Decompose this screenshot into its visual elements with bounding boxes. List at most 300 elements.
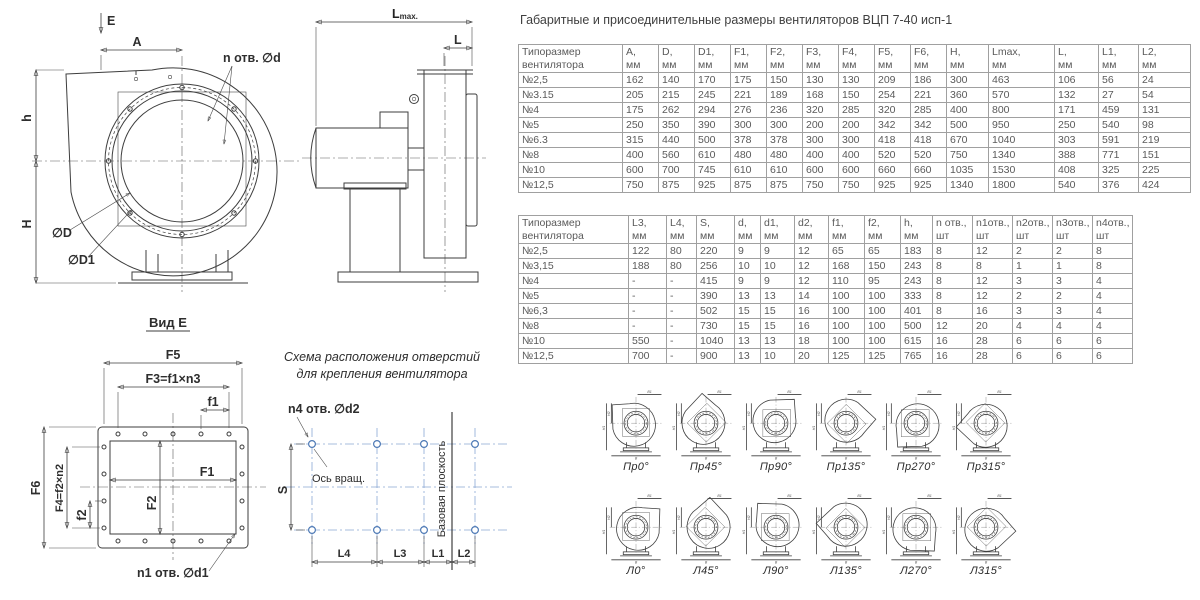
fan-orientation-diagram [951,490,1021,566]
value-cell: 250 [1055,118,1099,133]
table-row [519,349,1133,364]
value-cell: 12 [973,274,1013,289]
table-row [519,304,1133,319]
svg-text:H1: H1 [951,529,956,535]
dim-f3-label: F3=f1×n3 [145,372,201,386]
header-cell: L1, мм [1099,45,1139,73]
value-cell: 591 [1099,133,1139,148]
orientation-label: Л315° [970,565,1002,577]
svg-text:B1: B1 [857,493,862,498]
fan-orientation [671,386,741,473]
row-name-cell: №3.15 [519,88,623,103]
value-cell: 480 [731,148,767,163]
value-cell: 150 [865,259,901,274]
svg-text:B1: B1 [787,493,792,498]
orientation-label: Л90° [763,565,789,577]
svg-text:B1: B1 [927,389,932,394]
value-cell: 480 [767,148,803,163]
value-cell: 262 [659,103,695,118]
view-e-title: Вид Е [149,315,187,330]
value-cell: 150 [767,73,803,88]
header-cell: n отв., шт [933,216,973,244]
value-cell: 132 [1055,88,1099,103]
header-cell: F3, мм [803,45,839,73]
value-cell: 745 [695,163,731,178]
orientation-row-left-rotation [601,490,1021,577]
svg-text:H2: H2 [606,411,611,416]
view-e-drawing [29,315,266,580]
value-cell: - [667,349,697,364]
fan-orientation-diagram [601,386,671,462]
value-cell: 303 [1055,133,1099,148]
value-cell: 1040 [697,334,735,349]
orientation-label: Л45° [693,565,719,577]
value-cell: 560 [659,148,695,163]
front-holes-label: n отв. ∅d [223,51,281,65]
value-cell: 9 [761,274,795,289]
value-cell: 170 [695,73,731,88]
value-cell: 325 [1099,163,1139,178]
value-cell: 1340 [989,148,1055,163]
orientation-row-right-rotation [601,386,1021,473]
table-row [519,133,1191,148]
header-cell: d1, мм [761,216,795,244]
dim-l1-label: L1 [431,548,445,560]
value-cell: 243 [901,274,933,289]
value-cell: 168 [829,259,865,274]
fan-orientation-diagram [601,490,671,566]
value-cell: 4 [1093,304,1133,319]
header-cell: H, мм [947,45,989,73]
value-cell: - [629,304,667,319]
value-cell: 3 [1053,304,1093,319]
value-cell: 2 [1013,289,1053,304]
value-cell: 100 [865,334,901,349]
value-cell: 15 [735,304,761,319]
dim-f4-label: F4=f2×n2 [54,463,66,513]
svg-text:B1: B1 [647,389,652,394]
fan-orientation [881,490,951,577]
value-cell: 6 [1093,334,1133,349]
svg-text:B: B [844,560,848,565]
value-cell: 2 [1013,244,1053,259]
mounting-schema-drawing [276,350,512,570]
value-cell: 401 [901,304,933,319]
value-cell: 500 [901,319,933,334]
value-cell: 4 [1053,319,1093,334]
table-header-row [519,45,1191,73]
view-e-holes-label: n1 отв. ∅d1 [137,566,209,580]
table-row [519,163,1191,178]
value-cell: 15 [761,319,795,334]
dim-f5-label: F5 [165,348,181,362]
row-name-cell: №8 [519,148,623,163]
row-name-cell: №2,5 [519,244,629,259]
svg-text:H2: H2 [676,515,681,520]
svg-text:H2: H2 [816,411,821,416]
header-cell: F6, мм [911,45,947,73]
fan-orientation [741,386,811,473]
header-cell: f2, мм [865,216,901,244]
view-e-arrow-label: E [107,14,116,28]
svg-text:B: B [774,456,778,461]
svg-text:B: B [774,560,778,565]
svg-text:H2: H2 [676,411,681,416]
value-cell: 750 [839,178,875,193]
value-cell: 875 [731,178,767,193]
value-cell: 463 [989,73,1055,88]
value-cell: 13 [761,334,795,349]
fan-orientation [601,386,671,473]
value-cell: 221 [731,88,767,103]
value-cell: 215 [659,88,695,103]
value-cell: 700 [659,163,695,178]
value-cell: 219 [1139,133,1191,148]
value-cell: 320 [803,103,839,118]
value-cell: 130 [839,73,875,88]
value-cell: 440 [659,133,695,148]
value-cell: 18 [795,334,829,349]
value-cell: 378 [767,133,803,148]
fan-orientation-diagram [951,386,1021,462]
value-cell: 1040 [989,133,1055,148]
value-cell: 13 [735,289,761,304]
value-cell: 925 [875,178,911,193]
schema-title-line2: для крепления вентилятора [296,367,468,381]
value-cell: 16 [795,304,829,319]
header-cell: n1отв., шт [973,216,1013,244]
value-cell: 10 [761,259,795,274]
table-row [519,289,1133,304]
value-cell: 400 [839,148,875,163]
value-cell: 10 [761,349,795,364]
value-cell: 1 [1013,259,1053,274]
header-cell: D, мм [659,45,695,73]
value-cell: 615 [901,334,933,349]
header-cell: n3отв., шт [1053,216,1093,244]
orientation-label: Л270° [900,565,932,577]
svg-text:H2: H2 [886,515,891,520]
value-cell: 256 [697,259,735,274]
dim-f2-pitch-label: f2 [75,509,89,521]
value-cell: 100 [865,289,901,304]
value-cell: 80 [667,259,697,274]
table-row [519,259,1133,274]
orientation-label: Л135° [830,565,862,577]
dim-f6-label: F6 [29,480,43,496]
fan-orientation [811,386,881,473]
svg-text:H2: H2 [746,515,751,520]
fan-orientation-diagram [741,490,811,566]
value-cell: 8 [933,304,973,319]
page-title: Габаритные и присоединительные размеры вентиляторов ВЦП 7-40 исп-1 [520,13,953,27]
value-cell: 950 [989,118,1055,133]
value-cell: 6 [1053,334,1093,349]
table-row [519,178,1191,193]
svg-text:H1: H1 [671,529,676,535]
value-cell: 424 [1139,178,1191,193]
value-cell: 900 [697,349,735,364]
value-cell: 168 [803,88,839,103]
value-cell: 300 [803,133,839,148]
header-cell: L4, мм [667,216,697,244]
value-cell: 20 [795,349,829,364]
value-cell: - [667,304,697,319]
value-cell: 360 [947,88,989,103]
value-cell: 110 [829,274,865,289]
svg-text:B: B [984,456,988,461]
header-cell: S, мм [697,216,735,244]
value-cell: 65 [829,244,865,259]
value-cell: 80 [667,244,697,259]
fan-dimension-drawings [0,0,520,600]
value-cell: 3 [1013,304,1053,319]
value-cell: 16 [973,304,1013,319]
svg-text:B: B [634,456,638,461]
value-cell: 540 [1055,178,1099,193]
value-cell: 660 [875,163,911,178]
fan-orientation [811,490,881,577]
svg-text:H1: H1 [811,425,816,431]
value-cell: 183 [901,244,933,259]
side-view-drawing [302,7,486,292]
value-cell: 925 [695,178,731,193]
fan-orientation [951,490,1021,577]
value-cell: 12 [933,319,973,334]
svg-text:B1: B1 [717,493,722,498]
value-cell: 6 [1013,349,1053,364]
value-cell: 100 [829,319,865,334]
svg-text:H1: H1 [601,425,606,431]
value-cell: 8 [933,244,973,259]
header-cell: h, мм [901,216,933,244]
svg-text:B1: B1 [997,389,1002,394]
table-row [519,334,1133,349]
table-row [519,274,1133,289]
value-cell: 400 [623,148,659,163]
row-name-cell: №3,15 [519,259,629,274]
value-cell: 750 [803,178,839,193]
row-name-cell: №5 [519,289,629,304]
dim-lmax-label: Lmax. [392,7,418,21]
value-cell: 540 [1099,118,1139,133]
value-cell: 600 [803,163,839,178]
value-cell: 670 [947,133,989,148]
value-cell: 300 [947,73,989,88]
value-cell: 3 [1013,274,1053,289]
value-cell: 750 [947,148,989,163]
row-name-cell: №4 [519,103,623,118]
value-cell: 1340 [947,178,989,193]
value-cell: 610 [767,163,803,178]
value-cell: 225 [1139,163,1191,178]
table-row [519,88,1191,103]
value-cell: 28 [973,349,1013,364]
value-cell: 54 [1139,88,1191,103]
value-cell: 13 [735,334,761,349]
value-cell: 221 [911,88,947,103]
value-cell: 378 [731,133,767,148]
value-cell: 243 [901,259,933,274]
svg-text:H1: H1 [741,529,746,535]
dim-a-label: A [132,35,142,49]
header-cell: A, мм [623,45,659,73]
svg-text:H2: H2 [886,411,891,416]
svg-text:H2: H2 [816,515,821,520]
row-name-cell: №12,5 [519,178,623,193]
value-cell: 415 [697,274,735,289]
value-cell: 520 [911,148,947,163]
value-cell: 254 [875,88,911,103]
value-cell: - [667,289,697,304]
svg-text:B: B [914,560,918,565]
fan-orientation-diagram [881,386,951,462]
value-cell: 236 [767,103,803,118]
value-cell: 175 [731,73,767,88]
row-name-cell: №6,3 [519,304,629,319]
value-cell: 15 [735,319,761,334]
value-cell: 2 [1053,244,1093,259]
value-cell: 315 [623,133,659,148]
fan-orientation-diagram [741,386,811,462]
fan-orientation [951,386,1021,473]
value-cell: 151 [1139,148,1191,163]
header-cell: L3, мм [629,216,667,244]
dim-f1-pitch-label: f1 [207,395,219,409]
orientation-label: Пр90° [759,461,793,473]
svg-text:B: B [844,456,848,461]
value-cell: 15 [761,304,795,319]
value-cell: 188 [629,259,667,274]
value-cell: 925 [911,178,947,193]
front-view-drawing [20,13,300,292]
row-name-cell: №5 [519,118,623,133]
svg-text:B1: B1 [927,493,932,498]
value-cell: 502 [697,304,735,319]
svg-text:H1: H1 [881,425,886,431]
value-cell: 8 [1093,259,1133,274]
value-cell: 400 [803,148,839,163]
svg-text:B: B [704,456,708,461]
header-cell: Lmax, мм [989,45,1055,73]
value-cell: 875 [767,178,803,193]
value-cell: 131 [1139,103,1191,118]
value-cell: 9 [761,244,795,259]
value-cell: 610 [695,148,731,163]
row-name-cell: №8 [519,319,629,334]
value-cell: 9 [735,244,761,259]
header-cell: F2, мм [767,45,803,73]
value-cell: 209 [875,73,911,88]
header-cell-size: Типоразмер вентилятора [519,216,629,244]
value-cell: - [629,319,667,334]
dim-l-label: L [454,33,462,47]
value-cell: 65 [865,244,901,259]
dim-h-label: h [20,114,34,122]
value-cell: 700 [629,349,667,364]
header-cell: n2отв., шт [1013,216,1053,244]
header-cell: n4отв., шт [1093,216,1133,244]
svg-text:H2: H2 [956,515,961,520]
value-cell: 98 [1139,118,1191,133]
dim-s-label: S [276,485,290,495]
value-cell: 8 [933,259,973,274]
value-cell: 500 [947,118,989,133]
value-cell: 285 [839,103,875,118]
value-cell: 12 [795,274,829,289]
value-cell: 771 [1099,148,1139,163]
value-cell: 342 [875,118,911,133]
table-row [519,103,1191,118]
orientation-label: Пр135° [826,461,866,473]
value-cell: 106 [1055,73,1099,88]
svg-text:H1: H1 [951,425,956,431]
value-cell: 171 [1055,103,1099,118]
dim-l4-label: L4 [337,548,351,560]
orientation-label: Пр45° [689,461,723,473]
value-cell: 4 [1093,289,1133,304]
value-cell: 28 [973,334,1013,349]
row-name-cell: №2,5 [519,73,623,88]
value-cell: 95 [865,274,901,289]
value-cell: 200 [803,118,839,133]
svg-text:H2: H2 [956,411,961,416]
value-cell: 20 [973,319,1013,334]
value-cell: 6 [1013,334,1053,349]
svg-text:H2: H2 [606,515,611,520]
value-cell: 250 [623,118,659,133]
svg-text:B: B [984,560,988,565]
value-cell: 520 [875,148,911,163]
value-cell: 276 [731,103,767,118]
diameter-d-label: ∅D [52,226,72,240]
diameter-d1-label: ∅D1 [68,253,95,267]
value-cell: 125 [829,349,865,364]
value-cell: 12 [795,259,829,274]
value-cell: 3 [1053,274,1093,289]
value-cell: 350 [659,118,695,133]
value-cell: 285 [911,103,947,118]
value-cell: 1035 [947,163,989,178]
overall-dimensions-table [518,44,1191,193]
svg-text:B1: B1 [647,493,652,498]
fan-orientation-diagram [881,490,951,566]
value-cell: 100 [865,304,901,319]
value-cell: 2 [1053,289,1093,304]
value-cell: 16 [933,349,973,364]
value-cell: 1 [1053,259,1093,274]
svg-text:B1: B1 [857,389,862,394]
row-name-cell: №10 [519,334,629,349]
value-cell: 4 [1093,319,1133,334]
mounting-dimensions-table [518,215,1133,364]
value-cell: 200 [839,118,875,133]
value-cell: 14 [795,289,829,304]
value-cell: 16 [795,319,829,334]
header-cell: F5, мм [875,45,911,73]
value-cell: 320 [875,103,911,118]
value-cell: 150 [839,88,875,103]
fan-orientation-diagram [671,386,741,462]
value-cell: 13 [761,289,795,304]
value-cell: 459 [1099,103,1139,118]
value-cell: 130 [803,73,839,88]
value-cell: 730 [697,319,735,334]
value-cell: 6 [1093,349,1133,364]
header-cell: D1, мм [695,45,731,73]
header-cell: L, мм [1055,45,1099,73]
fan-orientation [741,490,811,577]
